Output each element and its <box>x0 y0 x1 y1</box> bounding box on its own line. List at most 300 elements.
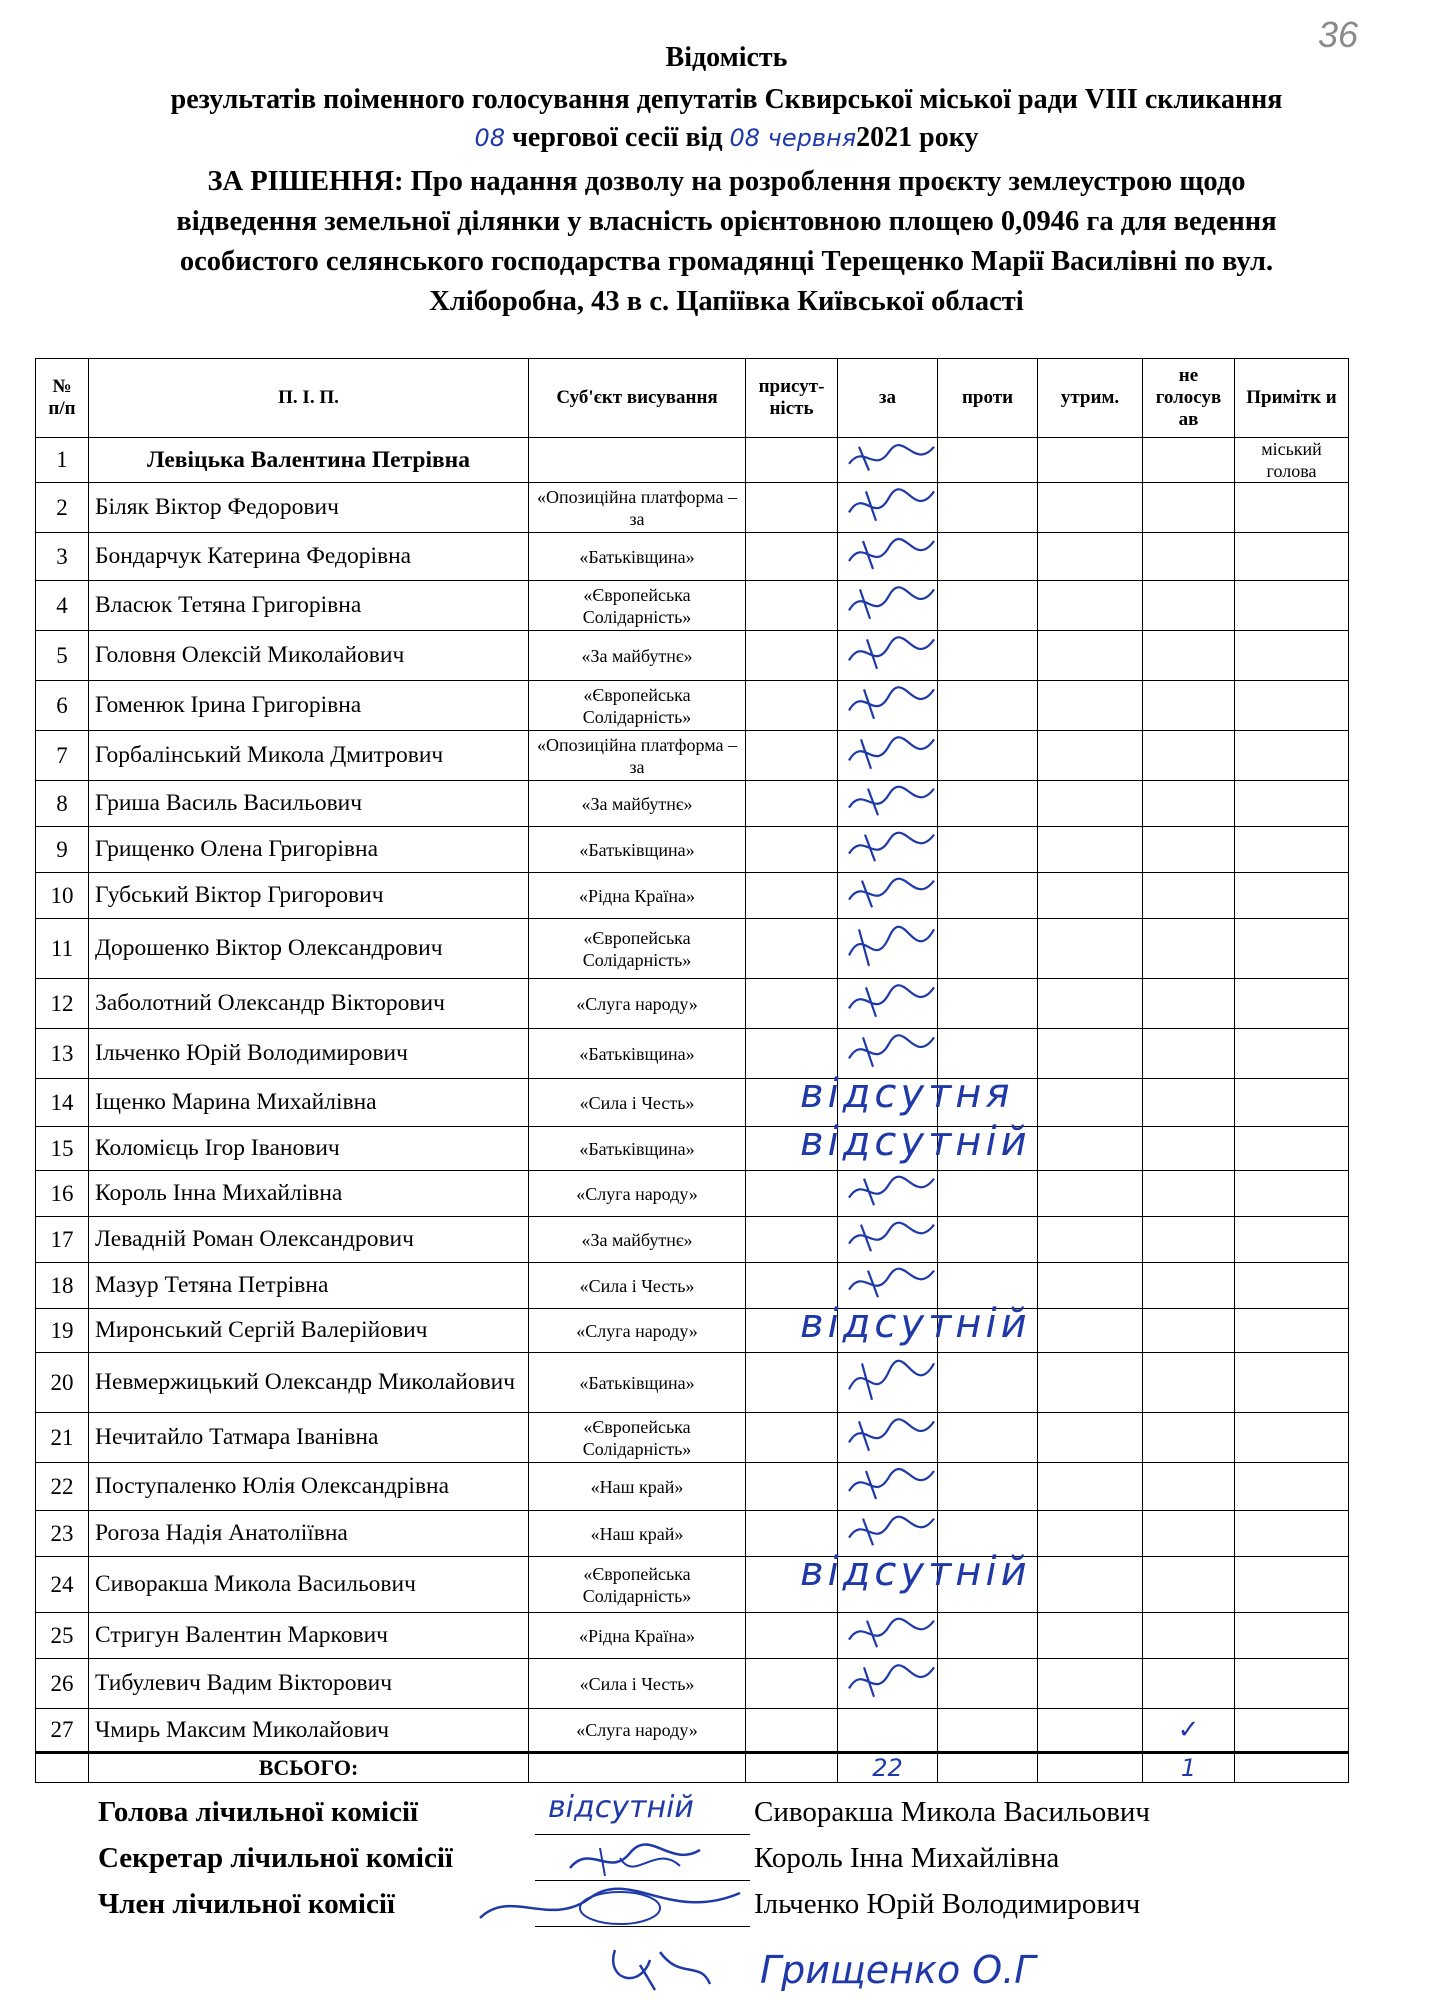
row-name: Левіцька Валентина Петрівна <box>89 438 529 483</box>
row-present <box>746 781 838 827</box>
row-number: 22 <box>36 1463 89 1511</box>
table-row <box>36 1127 1349 1171</box>
header-name: П. І. П. <box>89 359 529 438</box>
row-party: «Батьківщина» <box>529 1127 746 1171</box>
row-name: Власюк Тетяна Григорівна <box>89 581 529 631</box>
row-abstain <box>1038 1659 1143 1709</box>
vote-signature <box>844 919 938 973</box>
absent-note: відсутній <box>800 1301 1031 1347</box>
commission-chair-name: Сиворакша Микола Васильович <box>754 1796 1151 1828</box>
row-name: Левадній Роман Олександрович <box>89 1217 529 1263</box>
row-note <box>1235 1127 1349 1171</box>
row-not-voted <box>1143 1659 1235 1709</box>
row-against <box>938 438 1038 483</box>
vote-signature <box>844 581 938 625</box>
row-name: Сиворакша Микола Васильович <box>89 1557 529 1613</box>
vote-signature <box>844 1613 938 1653</box>
table-row <box>36 1709 1349 1753</box>
row-against <box>938 731 1038 781</box>
absent-note: відсутня <box>800 1071 1014 1117</box>
row-party: «Слуга народу» <box>529 1709 746 1753</box>
table-row <box>36 1511 1349 1557</box>
commission-member-signature <box>470 1878 750 1938</box>
vote-signature <box>844 873 938 913</box>
session-number: 08 <box>474 124 506 152</box>
row-number: 16 <box>36 1171 89 1217</box>
row-present <box>746 1353 838 1413</box>
row-abstain <box>1038 1127 1143 1171</box>
row-party: «Батьківщина» <box>529 1353 746 1413</box>
row-note <box>1235 1613 1349 1659</box>
total-label: ВСЬОГО: <box>89 1753 529 1783</box>
vote-signature <box>844 979 938 1023</box>
session-date: 08 червня <box>729 124 857 152</box>
vote-signature <box>844 781 938 821</box>
table-row <box>36 483 1349 533</box>
row-party: «Опозиційна платформа – за <box>529 731 746 781</box>
absent-note: відсутній <box>800 1119 1031 1165</box>
row-number: 24 <box>36 1557 89 1613</box>
decision-line: Хліборобна, 43 в с. Цапіївка Київської області <box>429 286 1024 317</box>
row-against <box>938 1353 1038 1413</box>
row-not-voted <box>1143 1127 1235 1171</box>
session-year: 2021 року <box>856 122 979 153</box>
row-present <box>746 1171 838 1217</box>
row-for <box>838 438 938 483</box>
row-name: Бондарчук Катерина Федорівна <box>89 533 529 581</box>
session-line <box>0 122 1453 154</box>
table-row <box>36 1463 1349 1511</box>
row-against <box>938 1217 1038 1263</box>
table-row <box>36 533 1349 581</box>
row-for <box>838 731 938 781</box>
row-not-voted <box>1143 1511 1235 1557</box>
row-name: Поступаленко Юлія Олександрівна <box>89 1463 529 1511</box>
row-party: «За майбутнє» <box>529 631 746 681</box>
vote-signature <box>844 1171 938 1211</box>
row-abstain <box>1038 438 1143 483</box>
commission-member-name: Ільченко Юрій Володимирович <box>754 1888 1141 1920</box>
row-name: Грищенко Олена Григорівна <box>89 827 529 873</box>
row-name: Стригун Валентин Маркович <box>89 1613 529 1659</box>
vote-signature <box>844 1217 938 1257</box>
row-abstain <box>1038 631 1143 681</box>
vote-signature <box>844 681 938 725</box>
row-party: «Батьківщина» <box>529 533 746 581</box>
row-number: 11 <box>36 919 89 979</box>
row-party <box>529 438 746 483</box>
vote-signature <box>844 1511 938 1551</box>
row-party: «Рідна Країна» <box>529 873 746 919</box>
row-abstain <box>1038 483 1143 533</box>
vote-signature <box>844 1463 938 1505</box>
row-number: 7 <box>36 731 89 781</box>
row-against <box>938 581 1038 631</box>
total-for: 22 <box>838 1753 938 1783</box>
row-against <box>938 1709 1038 1753</box>
row-note <box>1235 1263 1349 1309</box>
row-note <box>1235 1217 1349 1263</box>
row-note <box>1235 1659 1349 1709</box>
row-note <box>1235 731 1349 781</box>
row-party: «Слуга народу» <box>529 979 746 1029</box>
row-abstain <box>1038 979 1143 1029</box>
row-not-voted <box>1143 731 1235 781</box>
row-against <box>938 1171 1038 1217</box>
table-row <box>36 1309 1349 1353</box>
header-for: за <box>838 359 938 438</box>
row-for <box>838 1413 938 1463</box>
row-not-voted <box>1143 979 1235 1029</box>
row-not-voted <box>1143 533 1235 581</box>
header-against: проти <box>938 359 1038 438</box>
row-against <box>938 1463 1038 1511</box>
row-abstain <box>1038 1463 1143 1511</box>
row-note <box>1235 681 1349 731</box>
row-present <box>746 631 838 681</box>
row-name: Миронський Сергій Валерійович <box>89 1309 529 1353</box>
row-number: 26 <box>36 1659 89 1709</box>
row-against <box>938 631 1038 681</box>
row-note <box>1235 1413 1349 1463</box>
table-row <box>36 1413 1349 1463</box>
header-party: Суб'єкт висування <box>529 359 746 438</box>
row-number: 13 <box>36 1029 89 1079</box>
row-number: 20 <box>36 1353 89 1413</box>
row-for <box>838 631 938 681</box>
row-party: «Європейська Солідарність» <box>529 1557 746 1613</box>
row-present <box>746 1709 838 1753</box>
row-name: Тибулевич Вадим Вікторович <box>89 1659 529 1709</box>
row-against <box>938 483 1038 533</box>
row-note <box>1235 873 1349 919</box>
session-text: чергової сесії від <box>512 122 723 153</box>
row-party: «Наш край» <box>529 1463 746 1511</box>
row-party: «Сила і Честь» <box>529 1263 746 1309</box>
header-not-voted: не голосув ав <box>1143 359 1235 438</box>
row-note <box>1235 1557 1349 1613</box>
row-for <box>838 1171 938 1217</box>
row-abstain <box>1038 681 1143 731</box>
row-not-voted <box>1143 781 1235 827</box>
table-row <box>36 781 1349 827</box>
row-present <box>746 681 838 731</box>
row-number: 25 <box>36 1613 89 1659</box>
row-not-voted <box>1143 1079 1235 1127</box>
table-row <box>36 1557 1349 1613</box>
row-abstain <box>1038 533 1143 581</box>
row-for <box>838 873 938 919</box>
row-present <box>746 873 838 919</box>
row-name: Король Інна Михайлівна <box>89 1171 529 1217</box>
vote-signature <box>844 1413 938 1457</box>
table-row <box>36 1079 1349 1127</box>
row-abstain <box>1038 1709 1143 1753</box>
row-party: «Батьківщина» <box>529 827 746 873</box>
row-number: 9 <box>36 827 89 873</box>
commission-secretary-signature <box>560 1838 710 1882</box>
document-subtitle: результатів поіменного голосування депутатів Сквирської міської ради VIII скликання <box>170 84 1283 115</box>
row-note <box>1235 1309 1349 1353</box>
row-note <box>1235 979 1349 1029</box>
table-header-row <box>36 359 1349 438</box>
row-abstain <box>1038 827 1143 873</box>
row-for <box>838 827 938 873</box>
row-not-voted <box>1143 1557 1235 1613</box>
row-abstain <box>1038 1613 1143 1659</box>
row-not-voted <box>1143 1309 1235 1353</box>
row-not-voted <box>1143 1709 1235 1753</box>
total-not-voted: 1 <box>1143 1753 1235 1783</box>
row-number: 27 <box>36 1709 89 1753</box>
row-for <box>838 1463 938 1511</box>
header-present: присут-ність <box>746 359 838 438</box>
row-number: 15 <box>36 1127 89 1171</box>
commission-chair-role: Голова лічильної комісії <box>98 1796 419 1828</box>
row-not-voted <box>1143 581 1235 631</box>
row-for <box>838 1709 938 1753</box>
row-number: 3 <box>36 533 89 581</box>
row-abstain <box>1038 919 1143 979</box>
row-against <box>938 827 1038 873</box>
row-name: Іщенко Марина Михайлівна <box>89 1079 529 1127</box>
table-row <box>36 581 1349 631</box>
row-party: «Рідна Країна» <box>529 1613 746 1659</box>
row-not-voted <box>1143 483 1235 533</box>
row-for <box>838 979 938 1029</box>
voting-table <box>35 358 1349 1783</box>
row-party: «Батьківщина» <box>529 1029 746 1079</box>
total-row <box>36 1753 1349 1783</box>
row-not-voted <box>1143 1217 1235 1263</box>
page-number: 36 <box>1318 14 1359 55</box>
row-abstain <box>1038 1029 1143 1079</box>
row-present <box>746 483 838 533</box>
row-note <box>1235 483 1349 533</box>
row-number: 1 <box>36 438 89 483</box>
row-abstain <box>1038 873 1143 919</box>
row-number: 6 <box>36 681 89 731</box>
header-note: Примітк и <box>1235 359 1349 438</box>
row-present <box>746 1413 838 1463</box>
row-not-voted <box>1143 1353 1235 1413</box>
row-abstain <box>1038 581 1143 631</box>
row-name: Гриша Василь Васильович <box>89 781 529 827</box>
row-for <box>838 681 938 731</box>
row-abstain <box>1038 1217 1143 1263</box>
row-not-voted <box>1143 1413 1235 1463</box>
row-name: Рогоза Надія Анатоліївна <box>89 1511 529 1557</box>
row-number: 10 <box>36 873 89 919</box>
row-against <box>938 781 1038 827</box>
vote-signature <box>844 1659 938 1703</box>
row-number: 4 <box>36 581 89 631</box>
vote-signature <box>844 533 938 575</box>
row-present <box>746 1217 838 1263</box>
commission-chair-handwritten: відсутній <box>548 1790 694 1825</box>
table-row <box>36 1217 1349 1263</box>
row-against <box>938 1413 1038 1463</box>
row-name: Мазур Тетяна Петрівна <box>89 1263 529 1309</box>
row-against <box>938 919 1038 979</box>
row-for <box>838 1353 938 1413</box>
row-name: Дорошенко Віктор Олександрович <box>89 919 529 979</box>
row-note <box>1235 1463 1349 1511</box>
table-row <box>36 1659 1349 1709</box>
row-party: «Наш край» <box>529 1511 746 1557</box>
row-present <box>746 1463 838 1511</box>
row-number: 8 <box>36 781 89 827</box>
row-number: 21 <box>36 1413 89 1463</box>
row-number: 18 <box>36 1263 89 1309</box>
table-row <box>36 631 1349 681</box>
row-for <box>838 1217 938 1263</box>
table-row <box>36 1029 1349 1079</box>
row-not-voted <box>1143 631 1235 681</box>
row-present <box>746 919 838 979</box>
decision-line: ЗА РІШЕННЯ: Про надання дозволу на розроблення проєкту землеустрою щодо <box>207 166 1246 197</box>
row-against <box>938 533 1038 581</box>
row-not-voted <box>1143 919 1235 979</box>
table-row <box>36 731 1349 781</box>
vote-signature <box>844 1353 938 1407</box>
row-name: Чмирь Максим Миколайович <box>89 1709 529 1753</box>
row-note <box>1235 1079 1349 1127</box>
row-abstain <box>1038 1079 1143 1127</box>
row-abstain <box>1038 1309 1143 1353</box>
not-voted-check-icon: ✓ <box>1177 1715 1200 1745</box>
table-row <box>36 1353 1349 1413</box>
vote-signature <box>844 631 938 675</box>
vote-signature <box>844 1263 938 1303</box>
table-row <box>36 1263 1349 1309</box>
row-number: 19 <box>36 1309 89 1353</box>
row-abstain <box>1038 1557 1143 1613</box>
row-name: Біляк Віктор Федорович <box>89 483 529 533</box>
row-note <box>1235 1171 1349 1217</box>
vote-signature <box>844 827 938 867</box>
row-not-voted <box>1143 1171 1235 1217</box>
row-name: Гоменюк Ірина Григорівна <box>89 681 529 731</box>
row-not-voted <box>1143 873 1235 919</box>
row-abstain <box>1038 1171 1143 1217</box>
row-note <box>1235 1353 1349 1413</box>
document-title: Відомість <box>665 42 788 73</box>
row-party: «Європейська Солідарність» <box>529 681 746 731</box>
row-for <box>838 533 938 581</box>
row-party: «Сила і Честь» <box>529 1659 746 1709</box>
table-row <box>36 1613 1349 1659</box>
row-number: 17 <box>36 1217 89 1263</box>
row-name: Нечитайло Татмара Іванівна <box>89 1413 529 1463</box>
row-name: Заболотний Олександр Вікторович <box>89 979 529 1029</box>
row-against <box>938 979 1038 1029</box>
footer-signature <box>600 1940 720 1996</box>
row-note <box>1235 1029 1349 1079</box>
row-number: 2 <box>36 483 89 533</box>
table-row <box>36 681 1349 731</box>
row-for <box>838 1659 938 1709</box>
row-name: Ільченко Юрій Володимирович <box>89 1029 529 1079</box>
row-abstain <box>1038 731 1143 781</box>
row-party: «Сила і Честь» <box>529 1079 746 1127</box>
table-row <box>36 873 1349 919</box>
row-not-voted <box>1143 1463 1235 1511</box>
row-against <box>938 1659 1038 1709</box>
row-name: Горбалінський Микола Дмитрович <box>89 731 529 781</box>
row-abstain <box>1038 1511 1143 1557</box>
row-number: 12 <box>36 979 89 1029</box>
row-present <box>746 581 838 631</box>
row-present <box>746 438 838 483</box>
row-name: Головня Олексій Миколайович <box>89 631 529 681</box>
row-not-voted <box>1143 1613 1235 1659</box>
row-note <box>1235 533 1349 581</box>
table-row <box>36 979 1349 1029</box>
row-note <box>1235 631 1349 681</box>
row-name: Губський Віктор Григорович <box>89 873 529 919</box>
row-for <box>838 919 938 979</box>
row-number: 5 <box>36 631 89 681</box>
row-not-voted <box>1143 681 1235 731</box>
row-not-voted <box>1143 827 1235 873</box>
table-row <box>36 438 1349 483</box>
decision-line: відведення земельної ділянки у власність орієнтовною площею 0,0946 га для ведення <box>176 206 1277 237</box>
decision-text <box>70 162 1383 322</box>
vote-signature <box>844 440 938 476</box>
vote-signature <box>844 1029 938 1073</box>
row-for <box>838 1613 938 1659</box>
table-row <box>36 1171 1349 1217</box>
footer-handwritten: Грищенко О.Г <box>760 1948 1036 1992</box>
row-note <box>1235 1511 1349 1557</box>
row-abstain <box>1038 1263 1143 1309</box>
row-present <box>746 731 838 781</box>
row-note <box>1235 581 1349 631</box>
row-party: «Європейська Солідарність» <box>529 1413 746 1463</box>
row-note <box>1235 827 1349 873</box>
commission-member-role: Член лічильної комісії <box>98 1888 395 1920</box>
row-for <box>838 581 938 631</box>
vote-signature <box>844 483 938 527</box>
row-abstain <box>1038 1353 1143 1413</box>
row-present <box>746 979 838 1029</box>
row-name: Невмержицький Олександр Миколайович <box>89 1353 529 1413</box>
decision-line: особистого селянського господарства громадянці Терещенко Марії Василівні по вул. <box>179 246 1274 277</box>
row-present <box>746 533 838 581</box>
row-present <box>746 827 838 873</box>
header-num: № п/п <box>36 359 89 438</box>
row-abstain <box>1038 1413 1143 1463</box>
vote-signature <box>844 731 938 775</box>
row-for <box>838 483 938 533</box>
row-party: «За майбутнє» <box>529 1217 746 1263</box>
row-against <box>938 1613 1038 1659</box>
row-not-voted <box>1143 1029 1235 1079</box>
row-party: «За майбутнє» <box>529 781 746 827</box>
row-for <box>838 781 938 827</box>
row-not-voted <box>1143 438 1235 483</box>
row-party: «Опозиційна платформа – за <box>529 483 746 533</box>
row-note <box>1235 781 1349 827</box>
row-note: міський голова <box>1235 438 1349 483</box>
row-number: 14 <box>36 1079 89 1127</box>
row-party: «Слуга народу» <box>529 1309 746 1353</box>
table-row <box>36 919 1349 979</box>
row-party: «Слуга народу» <box>529 1171 746 1217</box>
row-party: «Європейська Солідарність» <box>529 581 746 631</box>
row-against <box>938 873 1038 919</box>
